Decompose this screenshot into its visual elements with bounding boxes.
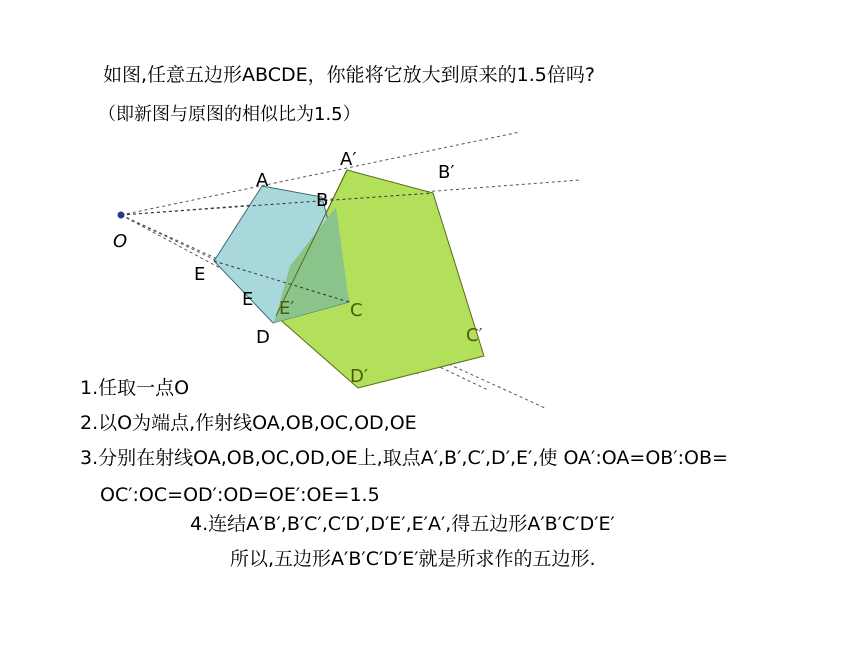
label-D-prime: D′: [350, 366, 368, 387]
step-3-continued: OC′:OC=OD′:OD=OE′:OE=1.5: [100, 484, 380, 506]
step-2: 2.以O为端点,作射线OA,OB,OC,OD,OE: [80, 412, 417, 434]
label-A: A: [256, 170, 269, 191]
label-E: E: [194, 264, 206, 285]
label-B-prime: B′: [438, 162, 455, 183]
question-text: 如图,任意五边形ABCDE，你能将它放大到原来的1.5倍吗?: [103, 64, 595, 86]
label-E-inner: E: [242, 289, 254, 310]
ratio-note: （即新图与原图的相似比为1.5）: [98, 104, 361, 125]
label-B: B: [316, 190, 329, 211]
label-C-prime: C′: [466, 325, 483, 346]
step-3: 3.分别在射线OA,OB,OC,OD,OE上,取点A′,B′,C′,D′,E′,使 OA′:OA=OB′:OB=: [80, 447, 728, 469]
label-A-prime: A′: [340, 149, 357, 170]
label-O: O: [113, 231, 128, 252]
label-E-prime: E′: [279, 298, 295, 319]
label-D: D: [256, 327, 270, 348]
point-O: [118, 212, 125, 219]
step-4: 4.连结A′B′,B′C′,C′D′,D′E′,E′A′,得五边形A′B′C′D′E′: [190, 513, 615, 535]
step-1: 1.任取一点O: [80, 377, 190, 399]
label-C: C: [350, 300, 363, 321]
conclusion: 所以,五边形A′B′C′D′E′就是所求作的五边形.: [230, 548, 596, 570]
